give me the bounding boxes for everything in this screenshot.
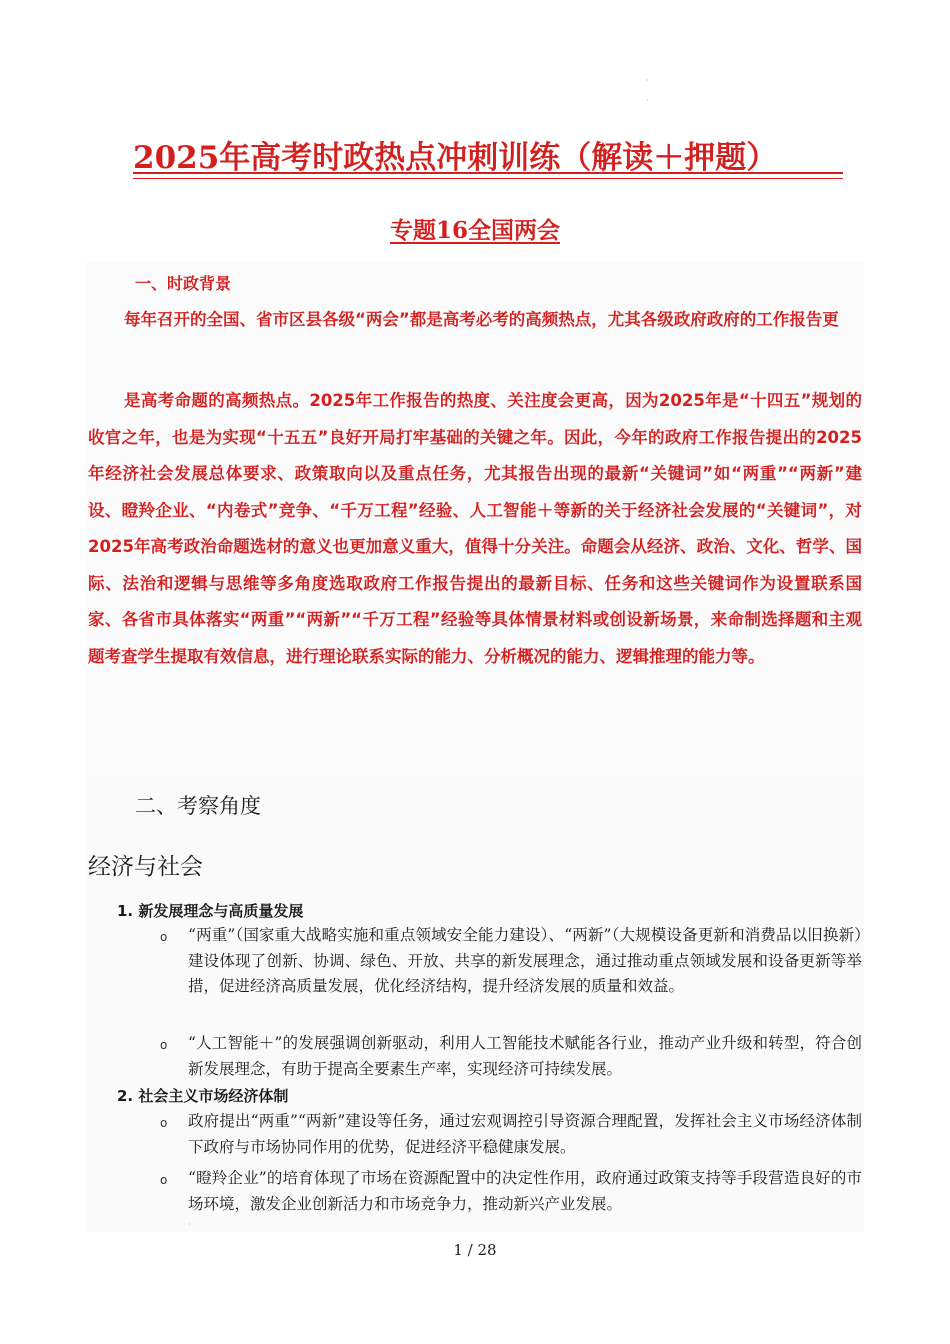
paragraph-mark: ·: [188, 1220, 191, 1229]
stray-mark: ·: [646, 96, 649, 105]
background-paragraph-1: 每年召开的全国、省市区县各级“两会”都是高考必考的高频热点，尤其各级政府政府的工作报告更: [124, 310, 839, 329]
stray-mark: ·: [646, 76, 649, 85]
section-heading-background: 一、时政背景: [135, 274, 232, 293]
subsection-heading-economy: 经济与社会: [88, 854, 203, 880]
list-item-title: 1. 新发展理念与高质量发展: [117, 902, 304, 920]
section-heading-angles: 二、考察角度: [135, 794, 261, 818]
bullet-icon: o: [160, 1038, 168, 1052]
topic-subtitle: 专题16全国两会: [389, 217, 560, 244]
bullet-icon: o: [160, 1116, 168, 1130]
angles-shading: [86, 772, 864, 1232]
bullet-icon: o: [160, 1173, 168, 1187]
page-number: 1 / 28: [453, 1241, 497, 1259]
list-bullet-text: “两重”（国家重大战略实施和重点领域安全能力建设）、“两新”（大规模设备更新和消费品以旧换新）建设体现了创新、协调、绿色、开放、共享的新发展理念，通过推动重点领域发展和设备更新等举措，促进经济高质量发展，优化经济结构，提升经济发展的质量和效益。: [188, 926, 862, 995]
list-bullet-text: “瞪羚企业”的培育体现了市场在资源配置中的决定性作用，政府通过政策支持等手段营造良好的市场环境，激发企业创新活力和市场竞争力，推动新兴产业发展。: [188, 1169, 862, 1213]
background-paragraph-2: 是高考命题的高频热点。2025年工作报告的热度、关注度会更高，因为2025年是“十四五”规划的收官之年，也是为实现“十五五”良好开局打牢基础的关键之年。因此，今年的政府工作报告提出的2025年经济社会发展总体要求、政策取向以及重点任务，尤其报告出现的最新“关键词”如“两重”“两新”建设、瞪羚企业、“内卷式”竞争、“千万工程”经验、人工智能＋等新的关于经济社会发展的“关键词”，对2025年高考政治命题选材的意义也更加意义重大，值得十分关注。命题会从经济、政治、文化、哲学、国际、法治和逻辑与思维等多角度选取政府工作报告提出的最新目标、任务和这些关键词作为设置联系国家、各省市具体落实“两重”“两新”“千万工程”经验等具体情景材料或创设新场景，来命制选择题和主观题考查学生提取有效信息，进行理论联系实际的能力、分析概况的能力、逻辑推理的能力等。: [88, 391, 862, 666]
document-title: 2025年高考时政热点冲刺训练（解读＋押题）: [133, 140, 778, 176]
bullet-icon: o: [160, 930, 168, 944]
list-bullet-text: “人工智能＋”的发展强调创新驱动，利用人工智能技术赋能各行业，推动产业升级和转型，符合创新发展理念，有助于提高全要素生产率，实现经济可持续发展。: [188, 1034, 862, 1078]
title-underline: [133, 172, 843, 179]
list-bullet-text: 政府提出“两重”“两新”建设等任务，通过宏观调控引导资源合理配置，发挥社会主义市场经济体制下政府与市场协同作用的优势，促进经济平稳健康发展。: [188, 1112, 862, 1156]
list-item-title: 2. 社会主义市场经济体制: [117, 1087, 289, 1105]
